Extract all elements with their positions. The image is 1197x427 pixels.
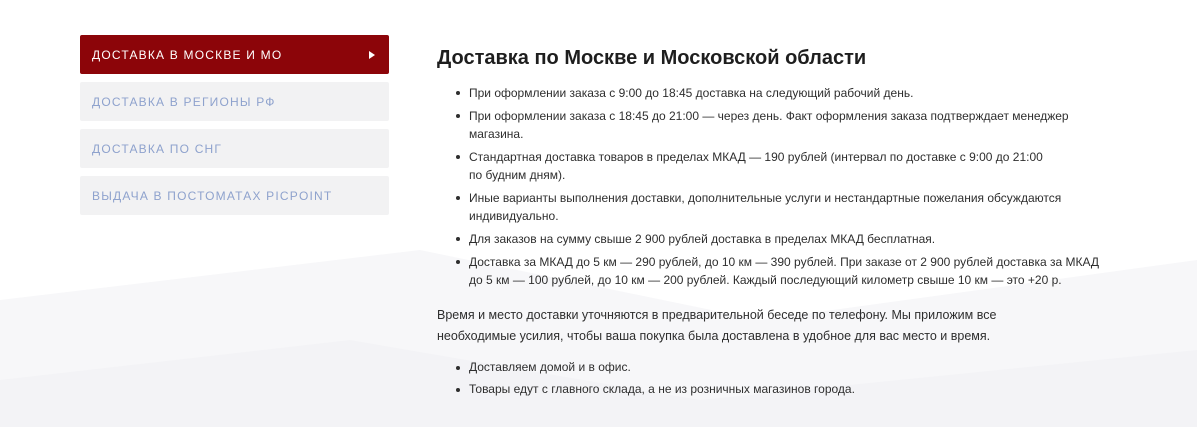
sidebar-item-picpoint[interactable]	[80, 176, 389, 215]
sidebar-item-label: ДОСТАВКА ПО СНГ	[92, 141, 223, 156]
list-item-text: При оформлении заказа с 18:45 до 21:00 — через день. Факт оформления заказа подтверждает менеджер	[469, 109, 1069, 123]
list-item	[469, 84, 1137, 102]
list-item-text: Для заказов на сумму свыше 2 900 рублей доставка в пределах МКАД бесплатная.	[469, 232, 936, 246]
list-item-text: до 5 км — 100 рублей, до 10 км — 200 рублей. Каждый последующий километр свыше 10 км — это +20 р.	[469, 273, 1062, 287]
list-item: Товары едут с главного склада, а не из розничных магазинов города.	[469, 379, 1137, 400]
delivery-sidebar	[80, 35, 389, 223]
delivery-conditions-list	[437, 84, 1137, 289]
triangle-right-icon	[369, 51, 375, 59]
list-item-text: индивидуально.	[469, 209, 559, 223]
list-item	[469, 148, 1137, 184]
list-item	[469, 230, 1137, 248]
list-item-text: Доставка за МКАД до 5 км — 290 рублей, до 10 км — 390 рублей. При заказе от 2 900 рублей доставка за МКАД	[469, 255, 1099, 269]
list-item-text: При оформлении заказа с 9:00 до 18:45 доставка на следующий рабочий день.	[469, 86, 914, 100]
sidebar-item-label: ВЫДАЧА В ПОСТОМАТАХ PICPOINT	[92, 188, 333, 203]
list-item: Доставляем домой и в офис.	[469, 357, 1137, 378]
list-item-text: по будним дням).	[469, 168, 566, 182]
paragraph-line: необходимые усилия, чтобы ваша покупка была доставлена в удобное для вас место и время.	[437, 329, 991, 343]
sidebar-item-regions[interactable]	[80, 82, 389, 121]
sidebar-item-moscow[interactable]	[80, 35, 389, 74]
sidebar-item-cis[interactable]	[80, 129, 389, 168]
sidebar-item-label: ДОСТАВКА В РЕГИОНЫ РФ	[92, 94, 276, 109]
list-item-text: Иные варианты выполнения доставки, дополнительные услуги и нестандартные пожелания обсуждаются	[469, 191, 1062, 205]
page-title: Доставка по Москве и Московской области	[437, 47, 867, 69]
list-item-text: Стандартная доставка товаров в пределах МКАД — 190 рублей (интервал по доставке с 9:00 до 21:00	[469, 150, 1043, 164]
delivery-paragraph	[437, 305, 1137, 347]
list-item	[469, 107, 1137, 143]
sidebar-item-label: ДОСТАВКА В МОСКВЕ И МО	[92, 47, 283, 62]
list-item	[469, 253, 1137, 289]
list-item-text: магазина.	[469, 127, 524, 141]
delivery-content	[437, 44, 1137, 401]
list-item	[469, 189, 1137, 225]
paragraph-line: Время и место доставки уточняются в предварительной беседе по телефону. Мы приложим все	[437, 308, 997, 322]
delivery-benefits-list	[437, 357, 1137, 400]
